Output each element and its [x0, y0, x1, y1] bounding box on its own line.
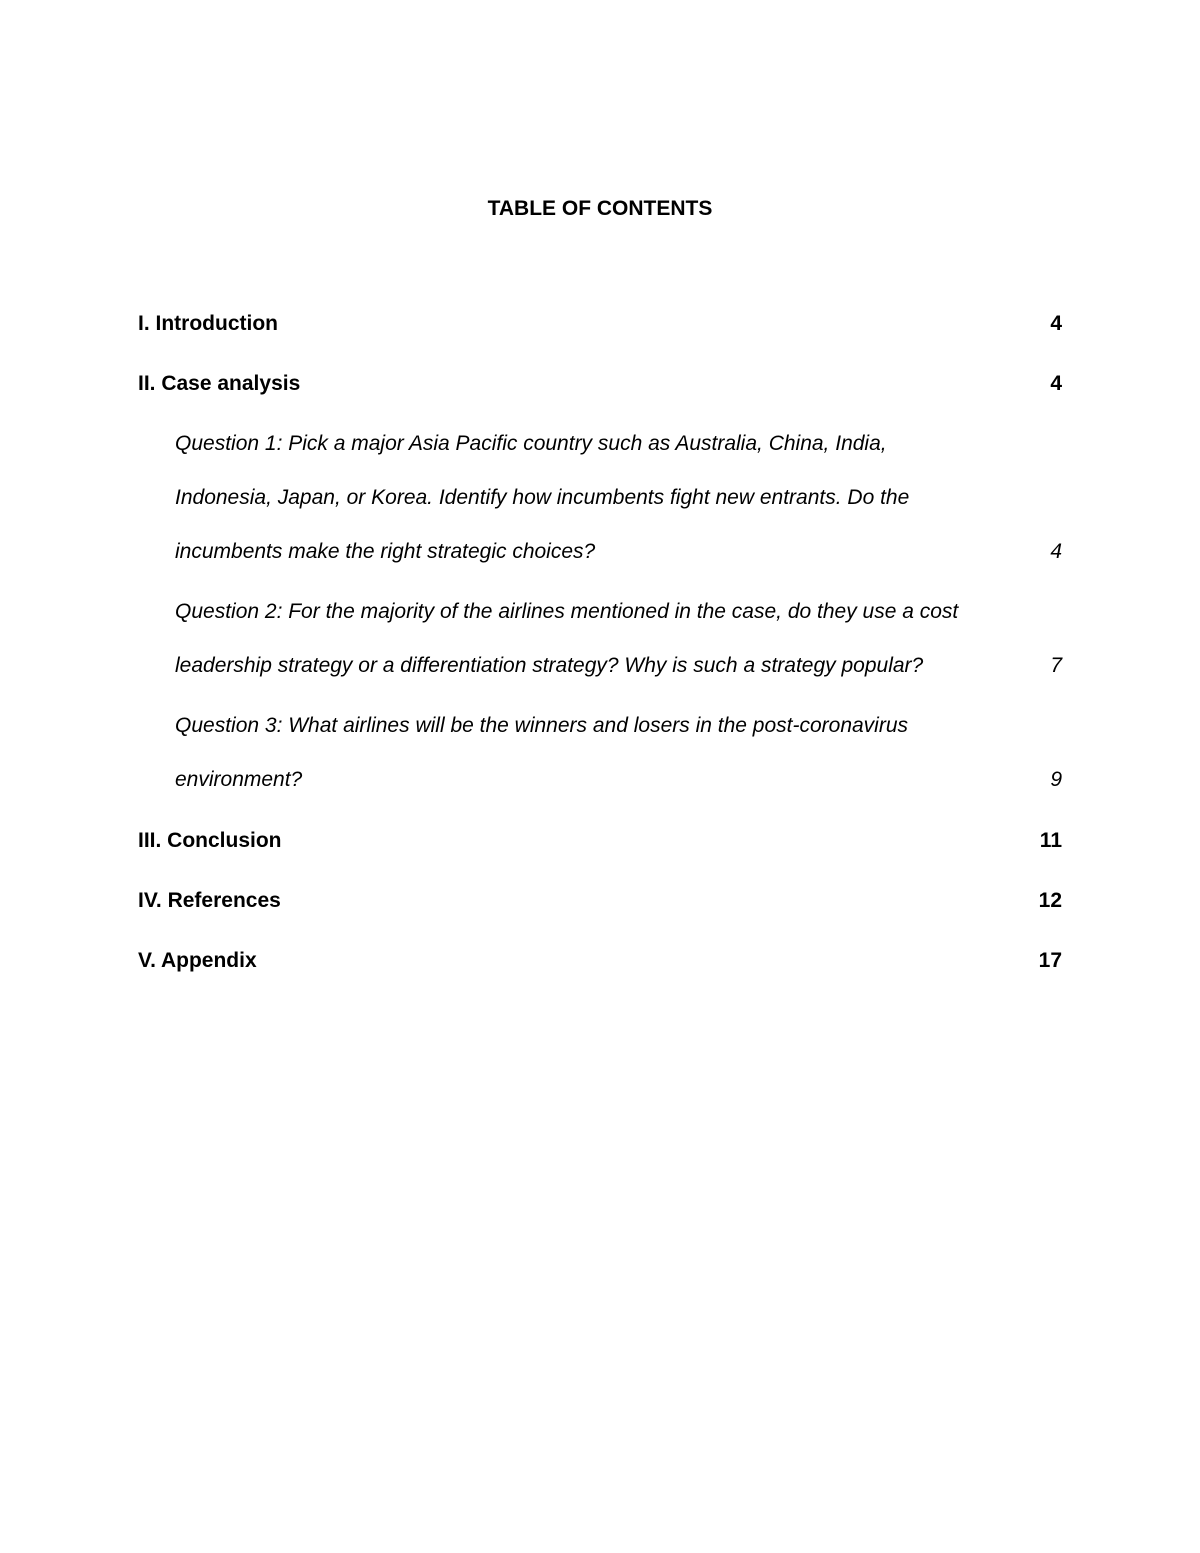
- toc-entry-page: 17: [1038, 949, 1062, 972]
- toc-entry-label: IV. References: [138, 889, 281, 912]
- toc-entry-label: V. Appendix: [138, 949, 257, 972]
- toc-subentry-text: Question 1: Pick a major Asia Pacific country such as Australia, China, India, Indonesia, Japan, or Korea. Identify how incumbents fight new entrants. Do the incumbents make the right strategic choices?: [175, 432, 910, 563]
- toc-entry-page: 11: [1039, 829, 1062, 852]
- toc-entry-label: III. Conclusion: [138, 829, 282, 852]
- toc-entry-page: 12: [1038, 889, 1062, 912]
- toc-entry-page: 4: [1050, 372, 1062, 395]
- toc-entry-references[interactable]: [138, 888, 1062, 914]
- toc-subentry-question-1[interactable]: [175, 417, 1062, 579]
- toc-entry-introduction[interactable]: [138, 311, 1062, 337]
- toc-subentry-page: 4: [1050, 540, 1062, 563]
- toc-entry-label: I. Introduction: [138, 312, 278, 335]
- toc-entry-appendix[interactable]: [138, 948, 1062, 974]
- page-title: TABLE OF CONTENTS: [487, 197, 713, 220]
- toc-entry-conclusion[interactable]: [138, 828, 1062, 854]
- toc-subentry-text: Question 3: What airlines will be the winners and losers in the post-coronavirus environment?: [175, 714, 909, 791]
- toc-subentry-question-3[interactable]: [175, 699, 1062, 807]
- toc-entry-case-analysis[interactable]: [138, 371, 1062, 397]
- toc-entry-page: 4: [1050, 312, 1062, 335]
- toc-subentry-page: 7: [1050, 654, 1062, 677]
- toc-subentry-text: Question 2: For the majority of the airlines mentioned in the case, do they use a cost leadership strategy or a differentiation strategy? Why is such a strategy popular?: [175, 600, 959, 677]
- toc-subentry-question-2[interactable]: [175, 585, 1062, 693]
- toc-subentry-page: 9: [1050, 768, 1062, 791]
- toc-entry-label: II. Case analysis: [138, 372, 301, 395]
